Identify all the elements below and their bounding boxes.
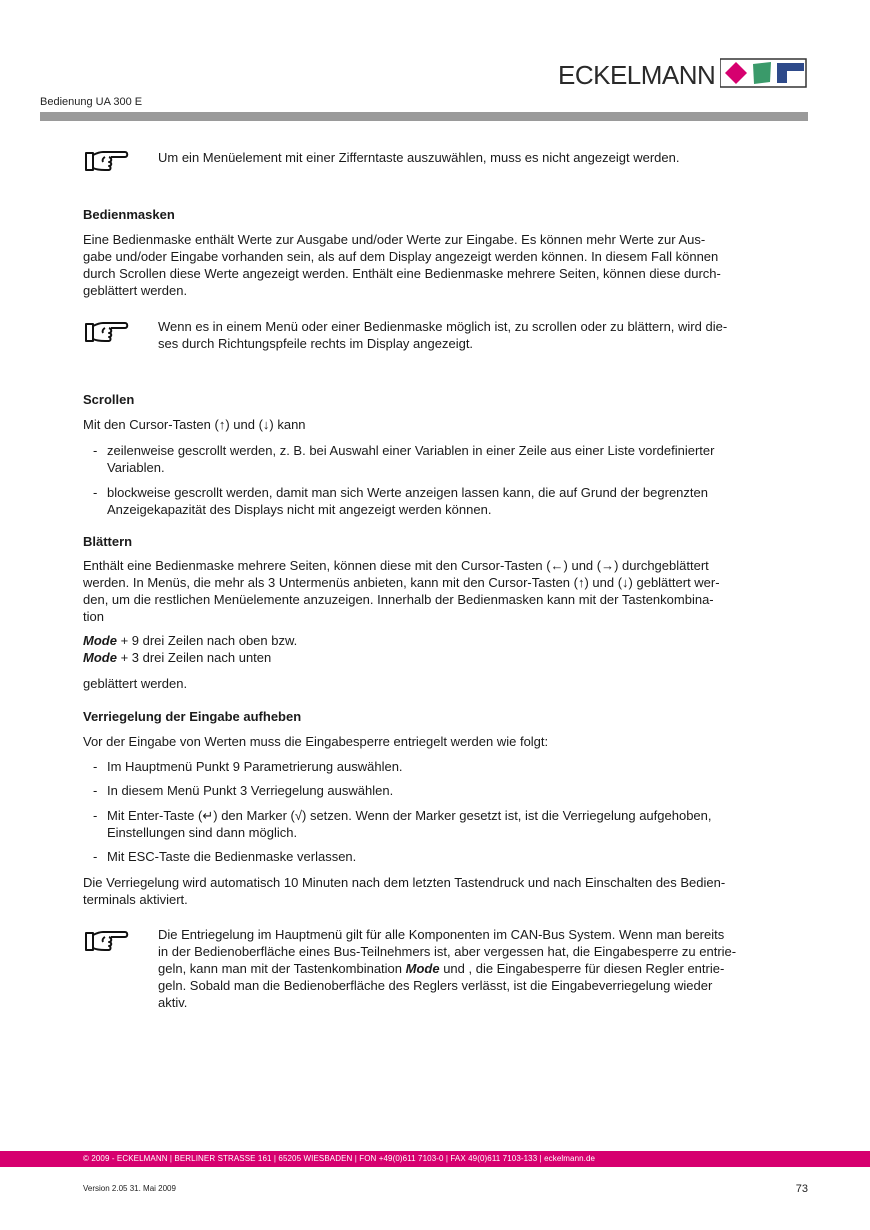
note-can-bus xyxy=(83,926,808,1016)
mode-key: Mode xyxy=(83,633,117,648)
note-text xyxy=(158,926,808,1011)
mode-key: Mode xyxy=(83,650,117,665)
text-line: gabe und/oder Eingabe vorhanden sein, als auf dem Display angezeigt werden können. In diesem Fall können xyxy=(83,249,719,264)
text-line: terminals aktiviert. xyxy=(83,892,188,907)
page-number: 73 xyxy=(795,1183,808,1195)
text-line: Die Verriegelung wird automatisch 10 Minuten nach dem letzten Tastendruck und nach Einschalten des Bedien- xyxy=(83,875,726,890)
eckelmann-logo xyxy=(558,58,808,88)
text-line: Mit Enter-Taste (↵) den Marker (√) setzen. Wenn der Marker gesetzt ist, ist die Verriegelung aufgehoben, xyxy=(107,808,712,823)
pointing-hand-icon xyxy=(83,928,129,954)
heading-scrollen: Scrollen xyxy=(83,392,135,407)
mode-line-up: Mode + 9 drei Zeilen nach oben bzw. xyxy=(83,633,298,648)
text-line: geln, kann man mit der Tastenkombination Mode und , die Eingabesperre für diesen Regler entrie- xyxy=(158,961,725,976)
text-line: Enthält eine Bedienmaske mehrere Seiten, können diese mit den Cursor-Tasten (←) und (→) durchgeblättert xyxy=(83,558,709,573)
text-line: werden. In Menüs, die mehr als 3 Untermenüs anbieten, kann mit den Cursor-Tasten (↑) und (↓) geblättert wer- xyxy=(83,575,720,590)
text-line: Im Hauptmenü Punkt 9 Parametrierung auswählen. xyxy=(107,759,403,774)
text-line: ses durch Richtungspfeile rechts im Display angezeigt. xyxy=(158,336,474,351)
text-line: aktiv. xyxy=(158,995,188,1010)
text-line: blockweise gescrollt werden, damit man sich Werte anzeigen lassen kann, die auf Grund der begrenzten xyxy=(107,485,708,500)
text-line: in der Bedienoberfläche eines Bus-Teilnehmers ist, aber vergessen hat, die Eingabesperre zu entrie- xyxy=(158,944,737,959)
mode-line-down: Mode + 3 drei Zeilen nach unten xyxy=(83,650,272,665)
text-line: Einstellungen sind dann möglich. xyxy=(107,825,298,840)
text-line: tion xyxy=(83,609,104,624)
mode-key: Mode xyxy=(405,961,440,976)
text-line: zeilenweise gescrollt werden, z. B. bei Auswahl einer Variablen in einer Zeile aus einer Liste vordefinierter xyxy=(107,443,715,458)
text-line: Mit ESC-Taste die Bedienmaske verlassen. xyxy=(107,849,357,864)
text-line: In diesem Menü Punkt 3 Verriegelung auswählen. xyxy=(107,783,394,798)
header-rule xyxy=(40,112,808,121)
blaettern-outro: geblättert werden. xyxy=(83,676,188,691)
heading-verriegelung: Verriegelung der Eingabe aufheben xyxy=(83,709,302,724)
paragraph-blaettern xyxy=(83,557,808,625)
verriegelung-outro xyxy=(83,874,808,908)
scrollen-intro: Mit den Cursor-Tasten (↑) und (↓) kann xyxy=(83,417,306,432)
text-line: Wenn es in einem Menü oder einer Bedienmaske möglich ist, zu scrollen oder zu blättern, wird die- xyxy=(158,319,728,334)
text-line: Variablen. xyxy=(107,460,165,475)
text-line: geln. Sobald man die Bedienoberfläche des Reglers verlässt, ist die Eingabeverriegelung wieder xyxy=(158,978,713,993)
note-menu-digit xyxy=(83,146,808,176)
heading-bedienmasken: Bedienmasken xyxy=(83,207,175,222)
pointing-hand-icon xyxy=(83,148,129,174)
mode-combinations xyxy=(83,632,808,666)
document-title: Bedienung UA 300 E xyxy=(40,96,143,108)
paragraph-bedienmasken xyxy=(83,231,808,299)
footer-address: © 2009 - ECKELMANN | BERLINER STRASSE 161 | 65205 WIESBADEN | FON +49(0)611 7103-0 | FAX 49(0)611 7103-133 | eckelmann.de xyxy=(83,1154,596,1163)
note-scroll-arrows xyxy=(83,317,808,357)
text-line: geblättert werden. xyxy=(83,283,188,298)
verriegelung-intro: Vor der Eingabe von Werten muss die Eingabesperre entriegelt werden wie folgt: xyxy=(83,734,549,749)
note-text xyxy=(158,318,808,352)
text-line: den, um die restlichen Menüelemente anzuzeigen. Innerhalb der Bedienmasken kann mit der Tastenkombina- xyxy=(83,592,714,607)
footer-bar xyxy=(0,1151,870,1167)
text-line: Die Entriegelung im Hauptmenü gilt für alle Komponenten im CAN-Bus System. Wenn man bereits xyxy=(158,927,725,942)
brand-mark-icon xyxy=(720,58,808,88)
pointing-hand-icon xyxy=(83,319,129,345)
text-line: durch Scrollen diese Werte angezeigt werden. Enthält eine Bedienmaske mehrere Seiten, können diese durch- xyxy=(83,266,721,281)
heading-blaettern: Blättern xyxy=(83,534,133,549)
version-info: Version 2.05 31. Mai 2009 xyxy=(83,1184,176,1193)
brand-name: ECKELMANN xyxy=(558,60,716,90)
text-line: Eine Bedienmaske enthält Werte zur Ausgabe und/oder Werte zur Eingabe. Es können mehr Werte zur Aus- xyxy=(83,232,706,247)
note-text: Um ein Menüelement mit einer Zifferntaste auszuwählen, muss es nicht angezeigt werden. xyxy=(158,150,680,165)
text-line: Anzeigekapazität des Displays nicht mit angezeigt werden können. xyxy=(107,502,492,517)
